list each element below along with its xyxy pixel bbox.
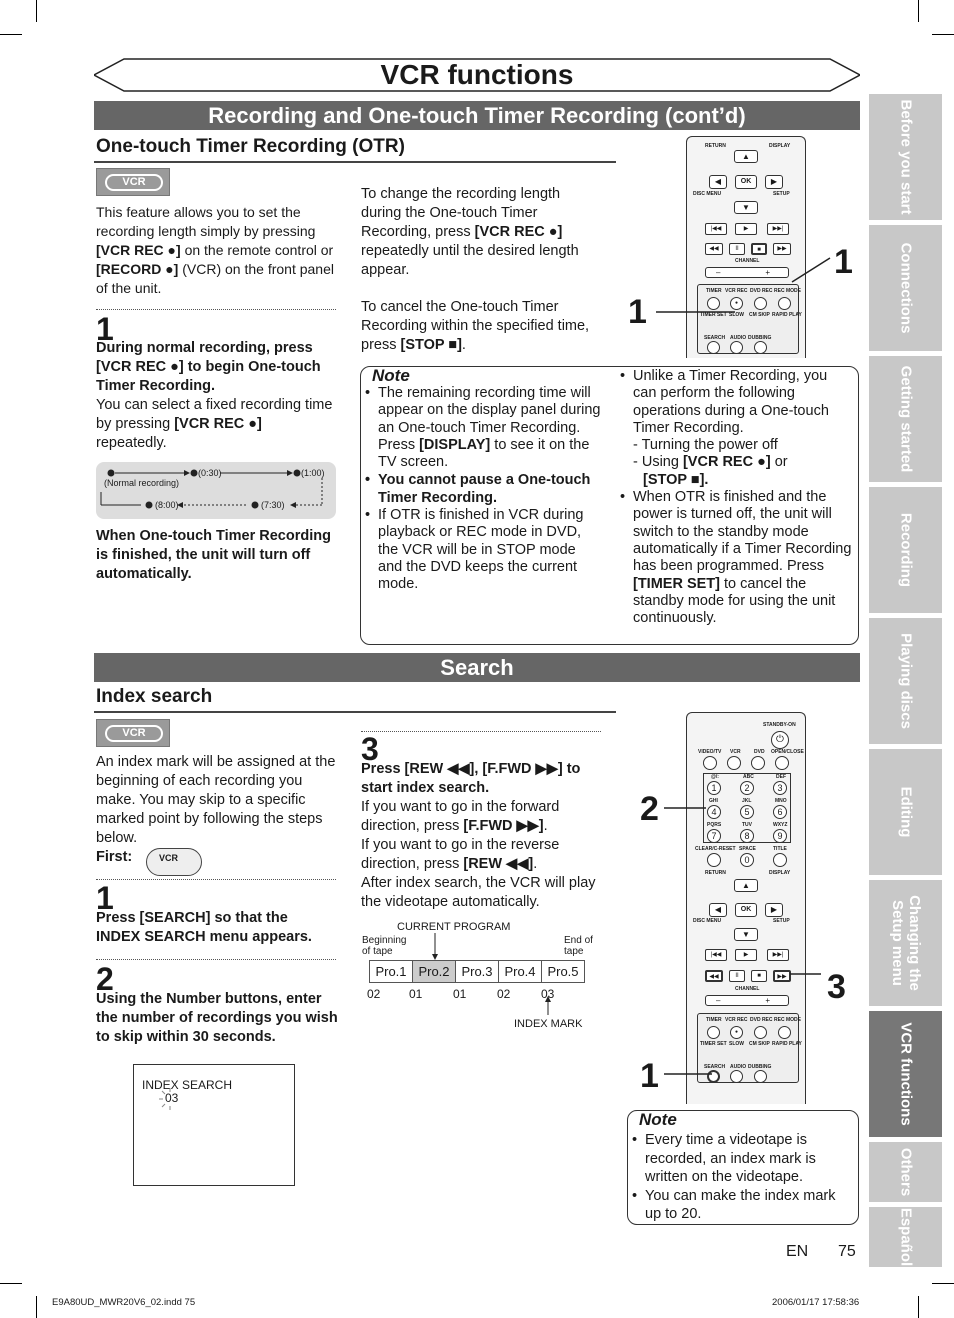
- key-letters: GHI: [709, 798, 718, 804]
- step-number: 1: [96, 880, 114, 916]
- step3-key: [F.FWD ▶▶]: [463, 818, 544, 834]
- vcr-badge: [96, 719, 170, 747]
- callout-number: 2: [640, 790, 659, 828]
- step-number: 2: [96, 961, 114, 997]
- play-button[interactable]: ▶: [735, 949, 757, 961]
- search-step3-detail: [361, 798, 596, 912]
- pause-button[interactable]: II: [729, 970, 745, 982]
- remote-label: SLOW: [729, 312, 744, 318]
- right-button[interactable]: ▶: [765, 903, 783, 917]
- current-program-label: CURRENT PROGRAM: [397, 921, 511, 933]
- vcr-button-icon: [146, 848, 202, 876]
- note-subitem: [633, 454, 854, 471]
- search-step3: Press [REW ◀◀], [F.FWD ▶▶] to start index search.: [361, 761, 581, 796]
- index-count: 02: [367, 987, 381, 1001]
- index-count: 03: [541, 987, 555, 1001]
- tab-getting-started[interactable]: [869, 356, 942, 482]
- blink-icon: [158, 1087, 182, 1111]
- tab-editing[interactable]: [869, 749, 942, 875]
- left-button[interactable]: ◀: [709, 175, 727, 189]
- remote-label: REC MODE: [774, 288, 801, 294]
- ok-button[interactable]: OK: [735, 175, 757, 189]
- step1-detail: [96, 396, 336, 453]
- down-button[interactable]: ▼: [734, 928, 758, 941]
- section-bar-search: Search: [94, 653, 860, 682]
- note-text: The remaining recording time will appear on the display panel during an One-touch Timer Recording. Press: [378, 385, 601, 453]
- key-letters: PQRS: [707, 822, 722, 828]
- note-list-right: [618, 368, 854, 627]
- index-count: 01: [453, 987, 467, 1001]
- remote-label: CM SKIP: [749, 1041, 770, 1047]
- index-search-screen: [133, 1064, 295, 1186]
- ffwd-button[interactable]: ▶▶: [773, 243, 791, 255]
- key-letters: @/:: [711, 774, 719, 780]
- index-search-subtitle: Index search: [96, 686, 213, 707]
- tab-recording[interactable]: [869, 487, 942, 613]
- tape-program: Pro.5: [542, 961, 585, 983]
- page-number: 75: [838, 1243, 856, 1260]
- otr-intro: [96, 203, 341, 298]
- tab-espanol[interactable]: [869, 1207, 942, 1267]
- remote-label: DVD REC: [750, 1017, 773, 1023]
- key-letters: MNO: [775, 798, 787, 804]
- vcr-button[interactable]: [727, 756, 741, 770]
- remote-label: VIDEO/TV: [698, 749, 722, 755]
- right-button[interactable]: ▶: [765, 175, 783, 189]
- tab-label: Connections: [897, 242, 914, 334]
- change-text: repeatedly until the desired length appear.: [361, 243, 579, 278]
- diagram-label-800: (8:00): [155, 500, 179, 510]
- divider: [96, 309, 336, 310]
- remote-label: RETURN: [705, 143, 726, 149]
- skip-back-button[interactable]: |◀◀: [705, 223, 727, 235]
- divider: [361, 731, 601, 732]
- search-step1: Press [SEARCH] so that the INDEX SEARCH menu appears.: [96, 910, 312, 945]
- first-label: First:: [96, 849, 133, 865]
- remote-label: DUBBING: [748, 335, 772, 341]
- diagram-label-100: (1:00): [301, 468, 325, 478]
- footer-file: E9A80UD_MWR20V6_02.indd 75: [52, 1297, 196, 1308]
- section-bar-recording: Recording and One-touch Timer Recording (cont’d): [94, 101, 860, 130]
- index-count: 02: [497, 987, 511, 1001]
- diagram-label-730: (7:30): [261, 500, 285, 510]
- remote-label: TIMER: [706, 288, 722, 294]
- step3-key: [REW ◀◀]: [463, 856, 534, 872]
- number-key-7[interactable]: 7: [707, 829, 721, 843]
- intro-text: (VCR) on the front panel of the unit.: [96, 261, 334, 296]
- vcr-rec-button[interactable]: ●: [730, 1026, 743, 1039]
- number-key-5[interactable]: 5: [740, 805, 754, 819]
- note-item: • You cannot pause a One-touch Timer Recording.: [363, 472, 603, 507]
- left-button[interactable]: ◀: [709, 903, 727, 917]
- tab-label: Changing the Setup menu: [888, 895, 923, 991]
- note-item: [618, 368, 854, 489]
- note-subitem: [STOP ■].: [643, 471, 709, 488]
- remote-label: DISPLAY: [769, 870, 791, 876]
- number-key-9[interactable]: 9: [773, 829, 787, 843]
- tab-label: VCR functions: [897, 1022, 914, 1126]
- open-close-button[interactable]: [775, 756, 789, 770]
- remote-label: TIMER SET: [700, 312, 727, 318]
- note-item: • You can make the index mark up to 20.: [630, 1187, 855, 1224]
- number-key-1[interactable]: 1: [707, 781, 721, 795]
- number-key-2[interactable]: 2: [740, 781, 754, 795]
- tape-program-current: Pro.2: [413, 961, 456, 983]
- step3-text: .: [533, 856, 538, 872]
- remote-label: SETUP: [773, 918, 790, 924]
- cancel-key: [STOP ■]: [400, 337, 462, 353]
- note-key: [VCR REC ●]: [682, 454, 771, 471]
- callout-lines-bottom: [640, 780, 860, 1080]
- note-label: Note: [639, 1110, 677, 1129]
- index-intro: An index mark will be assigned at the beginning of each recording you make. You may skip to a specific marked point by following the steps below.: [96, 754, 336, 846]
- tape-diagram: [361, 918, 611, 1033]
- crop-mark: [918, 0, 919, 22]
- remote-label: DISC MENU: [693, 918, 722, 924]
- note-key: [TIMER SET]: [633, 575, 720, 592]
- cancel-text-part: .: [461, 337, 466, 353]
- tab-label: Others: [897, 1147, 914, 1197]
- skip-forward-button[interactable]: ▶▶|: [767, 949, 789, 961]
- tab-label: Español: [897, 1207, 914, 1267]
- remote-label: CLEAR/C-RESET: [695, 846, 736, 852]
- tab-label: Recording: [897, 512, 914, 588]
- remote-label: RETURN: [705, 870, 726, 876]
- ffwd-button[interactable]: ▶▶: [773, 970, 791, 982]
- step1-text: You can select a fixed recording time by pressing: [96, 397, 333, 432]
- vcr-badge-label: VCR: [105, 174, 163, 191]
- number-key-3[interactable]: 3: [773, 781, 787, 795]
- note-text: or: [770, 454, 788, 471]
- change-length-text: [361, 185, 596, 280]
- remote-label: CHANNEL: [735, 258, 760, 264]
- callout-number: 3: [827, 968, 846, 1006]
- number-key-0[interactable]: 0: [740, 853, 754, 867]
- intro-text: on the remote control or: [180, 242, 334, 258]
- crop-mark: [0, 1283, 22, 1284]
- step-number: 1: [96, 311, 114, 347]
- step3-text: .: [543, 818, 548, 834]
- step1-key: [VCR REC ●]: [174, 416, 262, 432]
- remote-label: SPACE: [739, 846, 756, 852]
- step3-text: If you want to go in the forward direction, press: [361, 799, 560, 834]
- skip-forward-button[interactable]: ▶▶|: [767, 223, 789, 235]
- pause-button[interactable]: II: [729, 243, 745, 255]
- number-key-4[interactable]: 4: [707, 805, 721, 819]
- intro-key: [VCR REC ●]: [96, 242, 181, 258]
- key-letters: WXYZ: [773, 822, 788, 828]
- note-text: - Using: [633, 454, 683, 471]
- crop-mark: [0, 34, 22, 35]
- crop-mark: [932, 1283, 954, 1284]
- note-item: [618, 489, 854, 627]
- up-button[interactable]: ▲: [734, 150, 758, 163]
- channel-rocker[interactable]: – +: [705, 995, 789, 1006]
- remote-label: TIMER: [706, 1017, 722, 1023]
- tab-connections[interactable]: [869, 225, 942, 351]
- step1-text: repeatedly.: [96, 435, 167, 451]
- remote-label: VCR REC: [725, 1017, 748, 1023]
- search-button[interactable]: [707, 341, 720, 354]
- divider: [96, 879, 336, 880]
- step1-instruction: During normal recording, press [VCR REC ●] to begin One-touch Timer Recording.: [96, 340, 321, 394]
- cancel-text: [361, 298, 596, 355]
- crop-mark: [932, 34, 954, 35]
- note-text: Unlike a Timer Recording, you can perform the following operations during a One-touch Timer Recording.: [633, 368, 829, 436]
- key-letters: DEF: [776, 774, 786, 780]
- index-mark-label: INDEX MARK: [514, 1018, 583, 1030]
- vcr-badge-label: VCR: [105, 725, 163, 742]
- remote-label: AUDIO: [730, 335, 747, 341]
- cancel-text-part: To cancel the One-touch Timer Recording within the specified time, press: [361, 299, 590, 353]
- callout-number: 1: [640, 1057, 659, 1095]
- tab-playing-discs[interactable]: [869, 618, 942, 744]
- remote-label: SLOW: [729, 1041, 744, 1047]
- tab-label: Playing discs: [897, 633, 914, 729]
- remote-label: TIMER SET: [700, 1041, 727, 1047]
- remote-label: DISC MENU: [693, 191, 722, 197]
- number-key-8[interactable]: 8: [740, 829, 754, 843]
- crop-mark: [36, 0, 37, 22]
- note-item: • Every time a videotape is recorded, an index mark is written on the videotape.: [630, 1131, 855, 1187]
- intro-text: This feature allows you to set the recording length simply by pressing: [96, 204, 316, 239]
- ok-button[interactable]: OK: [735, 903, 757, 917]
- play-button[interactable]: ▶: [735, 223, 757, 235]
- subtitle-rule: [94, 161, 616, 163]
- beginning-label: Beginning of tape: [362, 935, 407, 957]
- otr-cycle-diagram: [96, 462, 336, 519]
- otr-subtitle: One-touch Timer Recording (OTR): [96, 136, 405, 157]
- tab-label: Getting started: [897, 365, 914, 473]
- remote-label: VCR REC: [725, 288, 748, 294]
- note-label: Note: [372, 366, 410, 385]
- otr-finish-text: When One-touch Timer Recording is finished, the unit will turn off automatically.: [96, 528, 331, 582]
- remote-label: CM SKIP: [749, 312, 770, 318]
- diagram-label-normal: (Normal recording): [104, 478, 180, 488]
- divider: [96, 959, 336, 960]
- note-item: [363, 385, 603, 471]
- remote-label: DISPLAY: [769, 143, 791, 149]
- tape-program: Pro.4: [499, 961, 542, 983]
- power-icon[interactable]: ⏻: [771, 731, 789, 749]
- remote-label: TITLE: [773, 846, 787, 852]
- remote-label: REC MODE: [774, 1017, 801, 1023]
- note-text: to cancel the standby mode for using the unit continuously.: [633, 575, 836, 627]
- remote-label: SEARCH: [704, 335, 726, 341]
- rew-button[interactable]: ◀◀: [705, 970, 723, 982]
- crop-mark: [918, 1296, 919, 1318]
- vcr-badge: [96, 168, 170, 196]
- note-text: When OTR is finished and the power is turned off, the unit will switch to the standby mode automatically if a Timer Recording has been programmed. Press: [633, 489, 852, 575]
- key-letters: TUV: [742, 822, 752, 828]
- screen-value: 03: [165, 1091, 179, 1105]
- page-title: VCR functions: [380, 59, 574, 90]
- step3-text: If you want to go in the reverse direction, press: [361, 837, 560, 872]
- video-tv-button[interactable]: [703, 756, 717, 770]
- dubbing-button[interactable]: [754, 341, 767, 354]
- change-text: To change the recording length during the One-touch Timer Recording, press: [361, 186, 561, 240]
- diagram-label-030: (0:30): [198, 468, 222, 478]
- remote-label: SEARCH: [704, 1064, 726, 1070]
- language-code: EN: [786, 1243, 809, 1260]
- crop-mark: [36, 1296, 37, 1318]
- step-number: 3: [361, 731, 379, 767]
- note-subitem: - Turning the power off: [633, 437, 778, 454]
- index-count: 01: [409, 987, 423, 1001]
- tab-before-you-start[interactable]: [869, 94, 942, 220]
- remote-label: DUBBING: [748, 1064, 772, 1070]
- remote-label: RAPID PLAY: [772, 312, 802, 318]
- note-key: [DISPLAY]: [419, 436, 491, 453]
- stop-button[interactable]: ■: [751, 970, 767, 982]
- change-key: [VCR REC ●]: [474, 224, 563, 240]
- number-key-6[interactable]: 6: [773, 805, 787, 819]
- tab-vcr-functions[interactable]: [869, 1011, 942, 1137]
- tape-program: Pro.3: [456, 961, 499, 983]
- dvd-button[interactable]: [751, 756, 765, 770]
- screen-title: INDEX SEARCH: [142, 1078, 233, 1092]
- key-letters: JKL: [742, 798, 752, 804]
- rew-button[interactable]: ◀◀: [705, 243, 723, 255]
- tab-others[interactable]: [869, 1142, 942, 1202]
- vcr-rec-button[interactable]: ●: [730, 297, 743, 310]
- search-step2: Using the Number buttons, enter the number of recordings you wish to skip within 30 seconds.: [96, 991, 338, 1045]
- callout-number: 1: [834, 243, 853, 281]
- note-item: • If OTR is finished in VCR during playback or REC mode in DVD, the VCR will be in STOP mode and the DVD keeps the current mode.: [363, 507, 603, 593]
- channel-rocker[interactable]: – +: [705, 267, 789, 278]
- callout-number: 1: [628, 293, 647, 331]
- stop-button[interactable]: ■: [751, 243, 767, 255]
- footer-date: 2006/01/17 17:58:36: [772, 1297, 860, 1308]
- tape-program: Pro.1: [370, 961, 413, 983]
- tape-programs: [369, 960, 585, 983]
- key-letters: ABC: [743, 774, 754, 780]
- remote-label: AUDIO: [730, 1064, 747, 1070]
- remote-label: DVD: [754, 749, 765, 755]
- end-label: End of tape: [564, 935, 593, 957]
- remote-label: VCR: [730, 749, 741, 755]
- step3-line: [361, 836, 596, 874]
- down-button[interactable]: ▼: [734, 201, 758, 214]
- tab-changing-setup-menu[interactable]: [869, 880, 942, 1006]
- tab-label: Before you start: [897, 99, 914, 215]
- index-note-list: [630, 1131, 855, 1224]
- remote-label: RAPID PLAY: [772, 1041, 802, 1047]
- audio-button[interactable]: [730, 341, 743, 354]
- skip-back-button[interactable]: |◀◀: [705, 949, 727, 961]
- remote-label: STANDBY-ON: [763, 722, 796, 728]
- remote-label: CHANNEL: [735, 986, 760, 992]
- intro-key: [RECORD ●]: [96, 261, 179, 277]
- tab-label: Editing: [897, 786, 914, 838]
- up-button[interactable]: ▲: [734, 879, 758, 892]
- remote-label: DVD REC: [750, 288, 773, 294]
- note-text: to see it on the TV screen.: [378, 436, 590, 471]
- remote-label: OPEN/CLOSE: [771, 749, 804, 755]
- remote-label: SETUP: [773, 191, 790, 197]
- note-list-left: [363, 385, 603, 594]
- subtitle-rule: [94, 711, 616, 713]
- step3-line: After index search, the VCR will play the videotape automatically.: [361, 875, 596, 910]
- vcr-button-label: VCR: [159, 853, 179, 863]
